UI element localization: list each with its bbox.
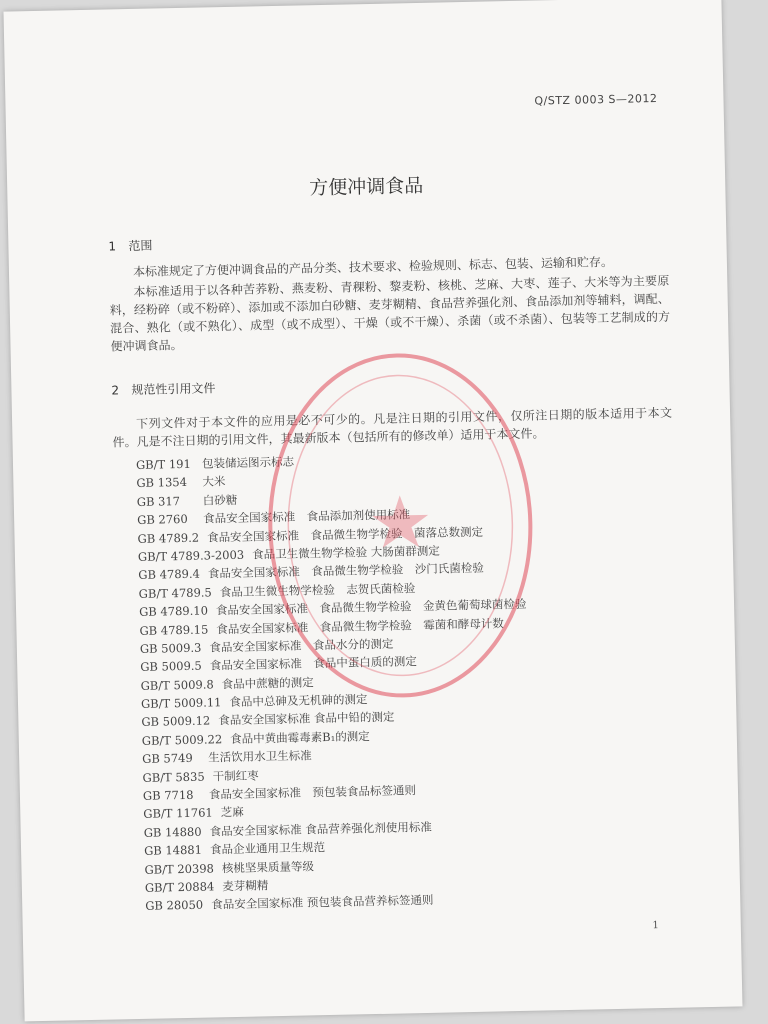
reference-title: 食品安全国家标准 预包装食品营养标签通则 (211, 893, 434, 912)
reference-code: GB 4789.4 (138, 566, 201, 583)
reference-code: GB/T 5009.11 (140, 695, 222, 711)
reference-title: 食品中蔗糖的测定 (221, 674, 314, 691)
reference-title: 食品安全国家标准 食品水分的测定 (209, 636, 394, 655)
reference-code: GB 14880 (143, 824, 202, 840)
reference-code: GB 4789.15 (139, 621, 209, 638)
reference-title: 包装储运图示标志 (201, 454, 295, 471)
reference-code: GB 5009.3 (139, 640, 202, 656)
reference-title: 食品安全国家标准 食品中铅的测定 (218, 710, 395, 728)
reference-title: 生活饮用水卫生标准 (208, 748, 312, 765)
normative-intro: 下列文件对于本文件的应用是必不可少的。凡是注日期的引用文件，仅所注日期的版本适用于本文件。凡是不注日期的引用文件，其最新版本（包括所有的修改单）适用于本文件。 (112, 405, 673, 450)
scope-paragraph-1: 本标准规定了方便冲调食品的产品分类、技术要求、检验规则、标志、包装、运输和贮存。 (132, 254, 614, 279)
reference-code: GB/T 11761 (143, 805, 213, 822)
reference-code: GB 14881 (143, 842, 203, 859)
reference-code: GB 7718 (142, 787, 194, 803)
reference-code: GB/T 5835 (142, 769, 205, 785)
reference-title: 食品卫生微生物学检验 志贺氏菌检验 (219, 580, 416, 599)
reference-code: GB 5009.12 (141, 713, 211, 730)
reference-title: 食品中总砷及无机砷的测定 (229, 692, 368, 710)
section-2-heading (111, 379, 215, 398)
reference-code: GB 2760 (137, 512, 188, 528)
reference-code: GB/T 191 (135, 456, 191, 472)
reference-title: 麦芽糊精 (222, 878, 269, 894)
reference-title: 食品安全国家标准 食品微生物学检验 沙门氏菌检验 (207, 561, 484, 581)
reference-title: 食品安全国家标准 食品微生物学检验 菌落总数测定 (206, 524, 484, 545)
reference-title: 食品安全国家标准 食品添加剂使用标准 (203, 507, 411, 526)
reference-title: 食品安全国家标准 食品微生物学检验 金黄色葡萄球菌检验 (215, 596, 527, 618)
reference-title: 白砂糖 (202, 492, 238, 508)
reference-title: 食品安全国家标准 预包装食品标签通则 (208, 783, 417, 802)
reference-code: GB/T 4789.3-2003 (137, 547, 245, 564)
reference-code: GB 1354 (136, 475, 188, 491)
reference-title: 食品安全国家标准 食品中蛋白质的测定 (209, 654, 417, 673)
reference-code: GB/T 4789.5 (138, 585, 212, 601)
reference-code: GB 5749 (142, 751, 193, 767)
section-number: 2 (111, 383, 120, 398)
reference-code: GB 317 (136, 493, 181, 509)
reference-title: 芝麻 (220, 805, 244, 820)
reference-code: GB/T 5009.22 (141, 732, 223, 748)
reference-list (136, 449, 533, 917)
reference-code: GB 28050 (145, 898, 204, 914)
reference-title: 食品企业通用卫生规范 (209, 840, 326, 857)
standard-code: Q/STZ 0003 S—2012 (534, 91, 658, 108)
section-title: 范围 (128, 238, 153, 254)
reference-title: 食品中黄曲霉毒素B₁的测定 (230, 728, 370, 746)
reference-code: GB/T 5009.8 (140, 677, 214, 693)
document-page (4, 0, 743, 1021)
reference-title: 干制红枣 (212, 768, 259, 784)
page-number: 1 (652, 920, 659, 932)
reference-title: 核桃坚果质量等级 (221, 858, 315, 875)
reference-code: GB 5009.5 (140, 658, 202, 675)
reference-title: 食品卫生微生物学检验 大肠菌群测定 (252, 543, 440, 562)
document-title: 方便冲调食品 (309, 174, 424, 200)
reference-code: GB/T 20884 (144, 879, 215, 895)
section-title: 规范性引用文件 (131, 381, 216, 398)
reference-code: GB 4789.10 (138, 603, 209, 620)
reference-title: 大米 (202, 474, 226, 489)
section-1-heading (108, 237, 152, 255)
section-number: 1 (108, 239, 117, 254)
reference-code: GB/T 20398 (144, 861, 215, 877)
reference-title: 食品安全国家标准 食品营养强化剂使用标准 (209, 819, 432, 839)
reference-title: 食品安全国家标准 食品微生物学检验 霉菌和酵母计数 (216, 615, 504, 636)
scope-paragraph-2: 本标准适用于以各种苦荞粉、燕麦粉、青稞粉、黎麦粉、核桃、芝麻、大枣、莲子、大米等为主要原料，经粉碎（或不粉碎）、添加或不添加白砂糖、麦芽糊精、食品营养强化剂、食品添加剂等辅料，调配、混合、熟化（或不熟化）、成型（或不成型）、干燥（或不干燥）、杀菌（或不杀菌）、包装等工艺制成的方便冲调食品。 (109, 273, 671, 354)
reference-code: GB 4789.2 (137, 530, 200, 546)
